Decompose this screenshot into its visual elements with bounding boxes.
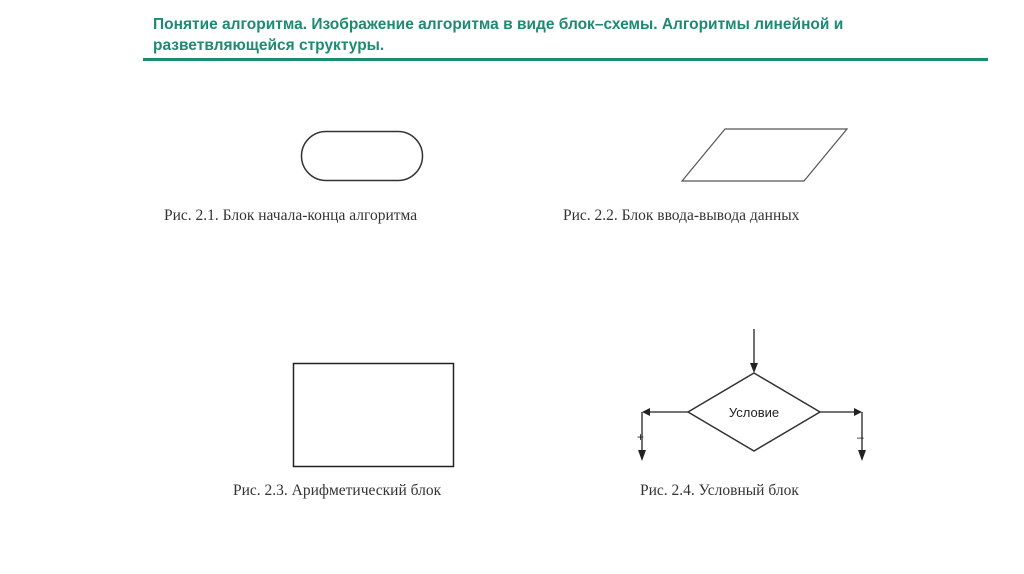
figure-caption-parallelogram: Рис. 2.2. Блок ввода-вывода данных (563, 207, 800, 224)
no-label: – (857, 430, 864, 444)
no-down-arrowhead (858, 450, 866, 461)
yes-down-arrowhead (638, 450, 646, 461)
parallelogram-shape (680, 125, 850, 185)
title-divider (143, 58, 988, 61)
process-rectangle-shape (292, 362, 455, 468)
yes-branch-arrowhead (642, 408, 650, 416)
no-branch-arrowhead (854, 408, 862, 416)
yes-label: + (637, 430, 645, 444)
slide-title: Понятие алгоритма. Изображение алгоритма в виде блок–схемы. Алгоритмы линейной и разветвляющейся структуры. (153, 16, 844, 54)
figure-caption-terminator: Рис. 2.1. Блок начала-конца алгоритма (164, 207, 418, 224)
decision-diagram (630, 325, 880, 475)
figure-caption-rectangle: Рис. 2.3. Арифметический блок (233, 482, 442, 499)
figure-caption-decision: Рис. 2.4. Условный блок (640, 482, 799, 499)
terminator-shape (300, 130, 424, 182)
incoming-arrowhead (750, 363, 758, 373)
condition-label: Условие (728, 405, 780, 420)
